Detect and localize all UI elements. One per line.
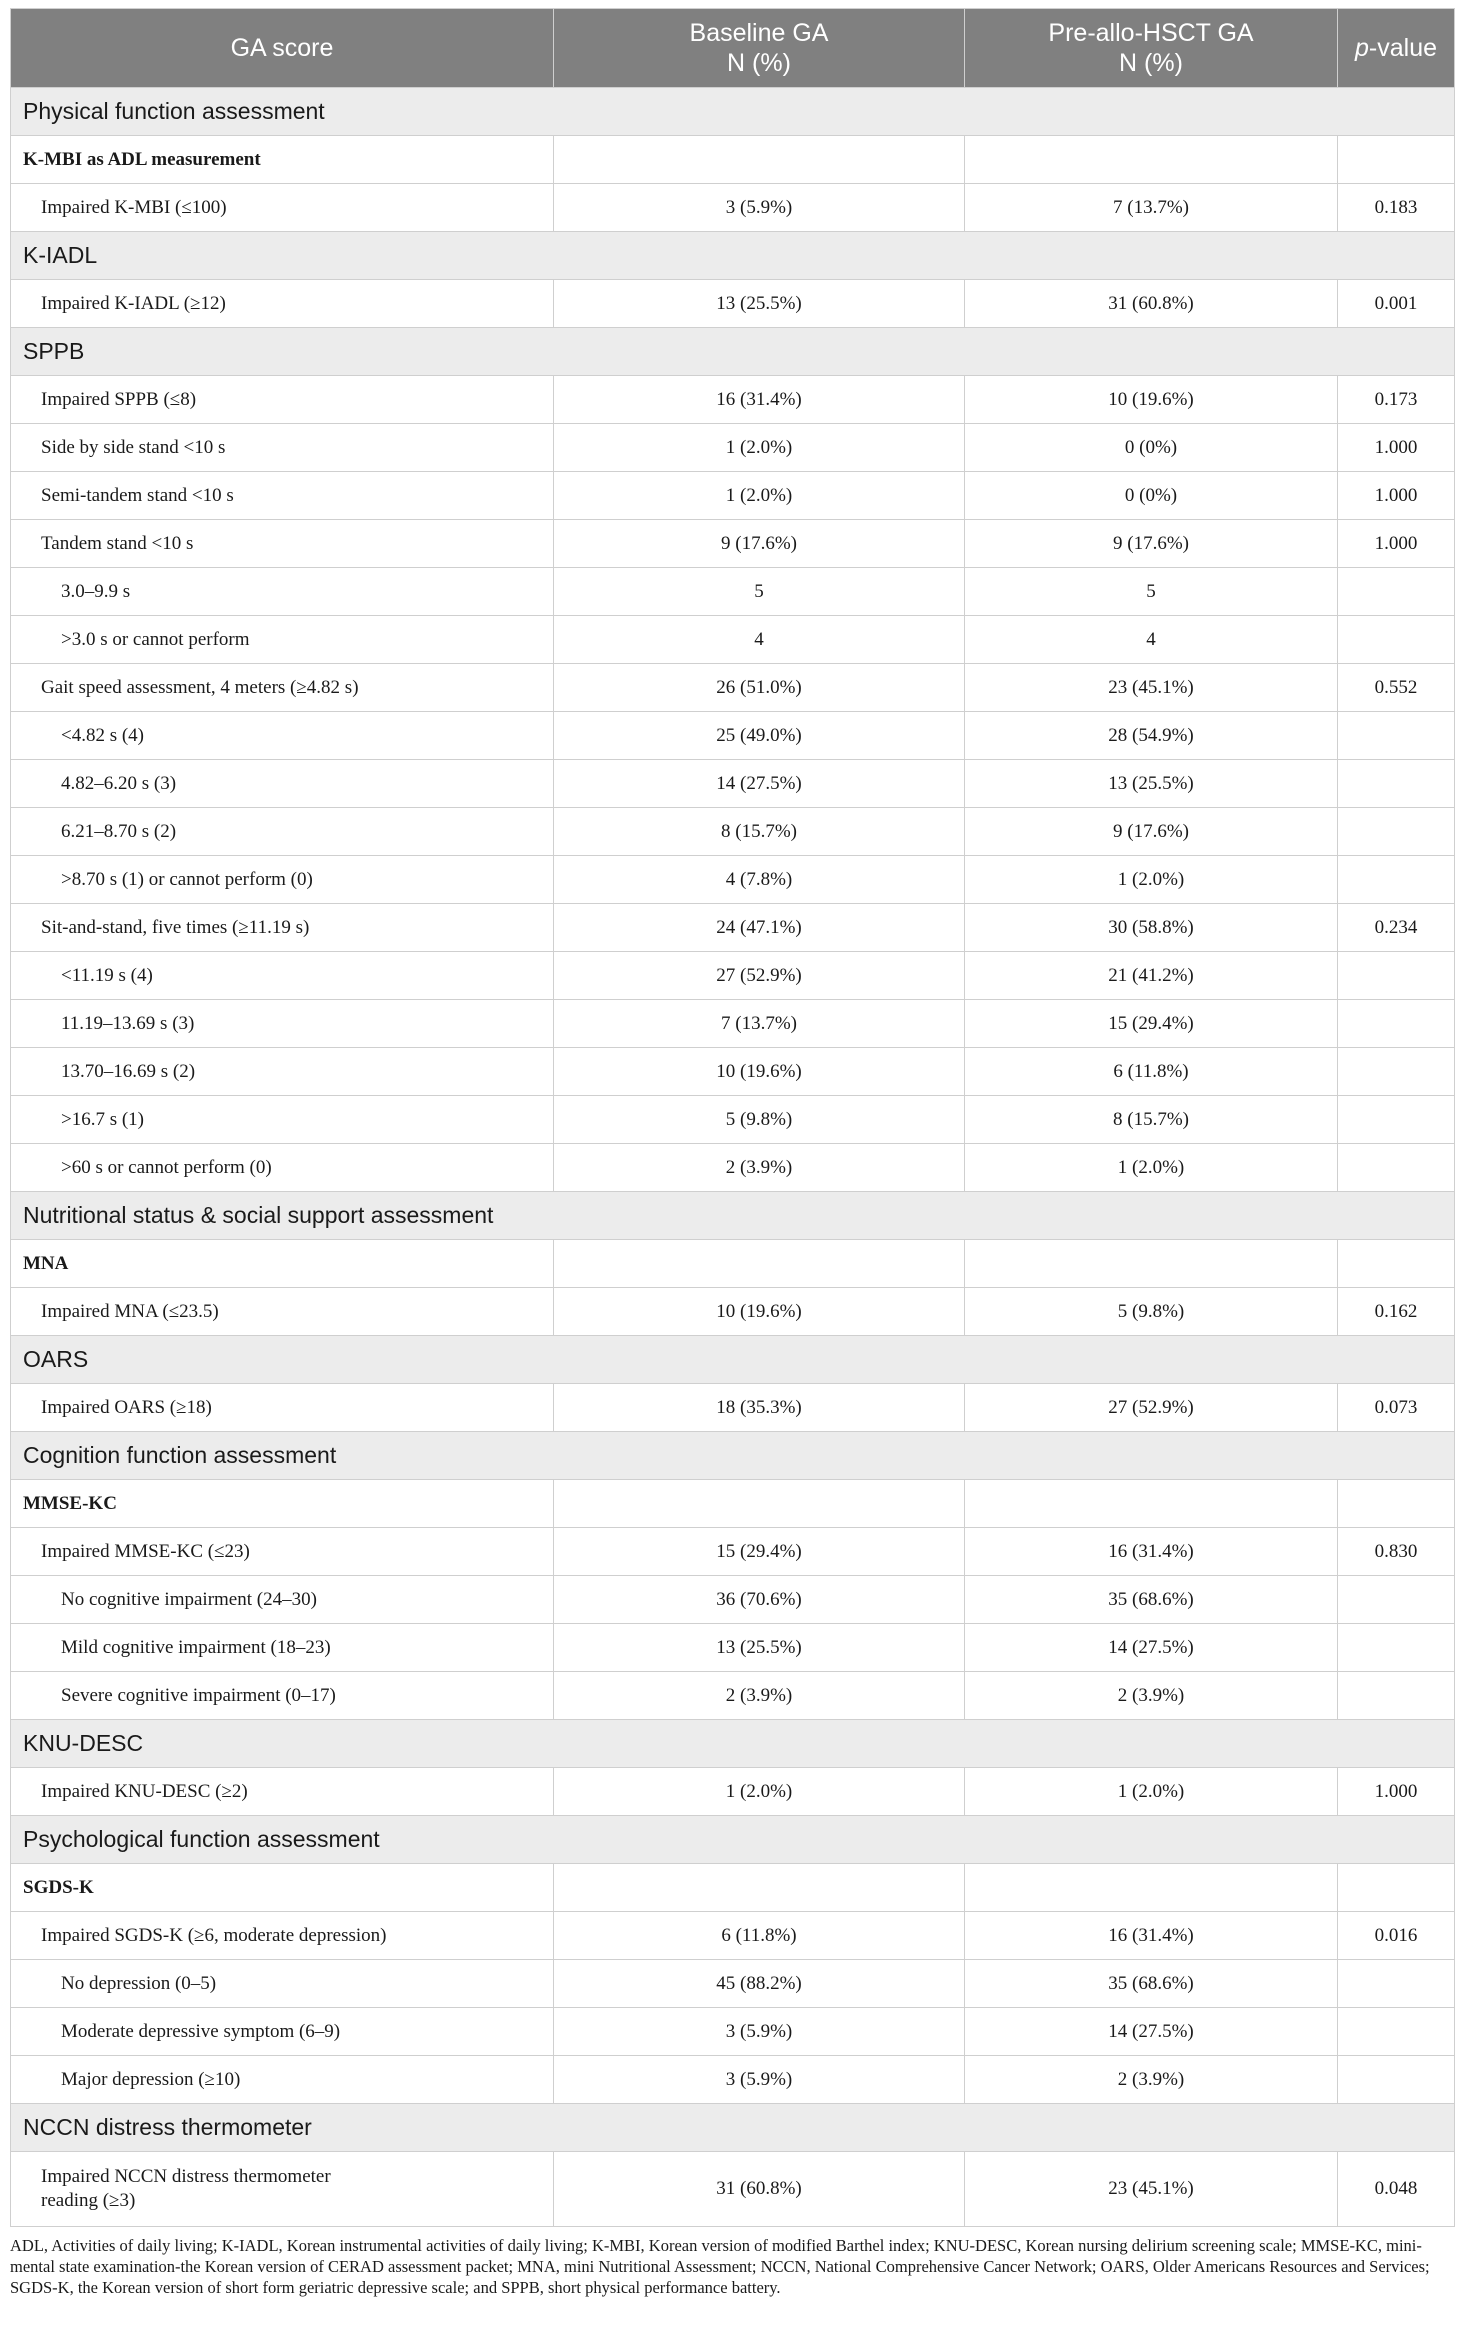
pre-hsct-value: 28 (54.9%) (965, 712, 1338, 760)
table-row (11, 1144, 1455, 1192)
p-value (1338, 2056, 1455, 2104)
empty-cell (1338, 1240, 1455, 1288)
table-row (11, 1096, 1455, 1144)
section-header-row (11, 88, 1455, 136)
empty-cell (965, 136, 1338, 184)
table-header (11, 9, 1455, 88)
section-header-row (11, 1336, 1455, 1384)
row-label: 3.0–9.9 s (11, 568, 554, 616)
row-label-line2: reading (≥3) (41, 2190, 136, 2211)
row-label: Impaired SPPB (≤8) (11, 376, 554, 424)
baseline-value: 16 (31.4%) (554, 376, 965, 424)
subsection-row (11, 1480, 1455, 1528)
pre-hsct-value: 8 (15.7%) (965, 1096, 1338, 1144)
table-row (11, 472, 1455, 520)
table-row (11, 184, 1455, 232)
table-row (11, 1048, 1455, 1096)
row-label: <11.19 s (4) (11, 952, 554, 1000)
p-value: 0.830 (1338, 1528, 1455, 1576)
row-label: >3.0 s or cannot perform (11, 616, 554, 664)
subsection-title: MNA (11, 1240, 554, 1288)
table-row (11, 856, 1455, 904)
row-label: Gait speed assessment, 4 meters (≥4.82 s) (11, 664, 554, 712)
pre-hsct-value: 16 (31.4%) (965, 1528, 1338, 1576)
row-label: >8.70 s (1) or cannot perform (0) (11, 856, 554, 904)
row-label: Impaired KNU-DESC (≥2) (11, 1768, 554, 1816)
p-value (1338, 616, 1455, 664)
table-row (11, 2008, 1455, 2056)
table-row (11, 616, 1455, 664)
subsection-title: MMSE-KC (11, 1480, 554, 1528)
baseline-value: 2 (3.9%) (554, 1144, 965, 1192)
pre-hsct-value: 9 (17.6%) (965, 520, 1338, 568)
header-pre-allo-hsct (965, 9, 1338, 88)
section-title: SPPB (11, 328, 1455, 376)
table-row (11, 1288, 1455, 1336)
row-label: 6.21–8.70 s (2) (11, 808, 554, 856)
p-value: 1.000 (1338, 424, 1455, 472)
row-label: 11.19–13.69 s (3) (11, 1000, 554, 1048)
baseline-value: 10 (19.6%) (554, 1288, 965, 1336)
empty-cell (1338, 1864, 1455, 1912)
row-label: Sit-and-stand, five times (≥11.19 s) (11, 904, 554, 952)
subsection-title: K-MBI as ADL measurement (11, 136, 554, 184)
header-p-rest: -value (1368, 34, 1437, 62)
row-label: Side by side stand <10 s (11, 424, 554, 472)
table-row (11, 904, 1455, 952)
pre-hsct-value: 1 (2.0%) (965, 856, 1338, 904)
pre-hsct-value: 5 (965, 568, 1338, 616)
pre-hsct-value: 30 (58.8%) (965, 904, 1338, 952)
pre-hsct-value: 27 (52.9%) (965, 1384, 1338, 1432)
table-body (11, 88, 1455, 2227)
subsection-title: SGDS-K (11, 1864, 554, 1912)
pre-hsct-value: 23 (45.1%) (965, 2152, 1338, 2227)
pre-hsct-value: 5 (9.8%) (965, 1288, 1338, 1336)
row-label: >16.7 s (1) (11, 1096, 554, 1144)
baseline-value: 4 (7.8%) (554, 856, 965, 904)
p-value: 0.162 (1338, 1288, 1455, 1336)
table-row (11, 424, 1455, 472)
baseline-value: 27 (52.9%) (554, 952, 965, 1000)
pre-hsct-value: 1 (2.0%) (965, 1144, 1338, 1192)
baseline-value: 26 (51.0%) (554, 664, 965, 712)
pre-hsct-value: 9 (17.6%) (965, 808, 1338, 856)
p-value (1338, 1000, 1455, 1048)
section-title: NCCN distress thermometer (11, 2104, 1455, 2152)
p-value (1338, 2008, 1455, 2056)
section-header-row (11, 328, 1455, 376)
table-row (11, 1912, 1455, 1960)
section-header-row (11, 2104, 1455, 2152)
row-label: Tandem stand <10 s (11, 520, 554, 568)
p-value: 0.173 (1338, 376, 1455, 424)
baseline-value: 10 (19.6%) (554, 1048, 965, 1096)
pre-hsct-value: 14 (27.5%) (965, 1624, 1338, 1672)
empty-cell (1338, 136, 1455, 184)
pre-hsct-value: 31 (60.8%) (965, 280, 1338, 328)
empty-cell (1338, 1480, 1455, 1528)
p-value (1338, 1624, 1455, 1672)
ga-score-table (10, 8, 1455, 2227)
section-title: KNU-DESC (11, 1720, 1455, 1768)
header-baseline-title: Baseline GA (689, 19, 829, 47)
section-title: Psychological function assessment (11, 1816, 1455, 1864)
pre-hsct-value: 6 (11.8%) (965, 1048, 1338, 1096)
p-value: 1.000 (1338, 1768, 1455, 1816)
row-label: Major depression (≥10) (11, 2056, 554, 2104)
pre-hsct-value: 35 (68.6%) (965, 1576, 1338, 1624)
table-row (11, 568, 1455, 616)
baseline-value: 7 (13.7%) (554, 1000, 965, 1048)
section-title: K-IADL (11, 232, 1455, 280)
section-header-row (11, 1432, 1455, 1480)
empty-cell (965, 1864, 1338, 1912)
baseline-value: 8 (15.7%) (554, 808, 965, 856)
pre-hsct-value: 16 (31.4%) (965, 1912, 1338, 1960)
row-label: Impaired OARS (≥18) (11, 1384, 554, 1432)
section-header-row (11, 1720, 1455, 1768)
p-value: 0.016 (1338, 1912, 1455, 1960)
table-row (11, 808, 1455, 856)
p-value: 0.183 (1338, 184, 1455, 232)
table-row (11, 1576, 1455, 1624)
row-label (11, 2152, 554, 2227)
baseline-value: 6 (11.8%) (554, 1912, 965, 1960)
table-row (11, 520, 1455, 568)
p-value (1338, 1048, 1455, 1096)
baseline-value: 13 (25.5%) (554, 1624, 965, 1672)
subsection-row (11, 136, 1455, 184)
baseline-value: 1 (2.0%) (554, 424, 965, 472)
baseline-value: 1 (2.0%) (554, 1768, 965, 1816)
empty-cell (965, 1240, 1338, 1288)
header-pre-title: Pre-allo-HSCT GA (1048, 19, 1254, 47)
p-value: 0.234 (1338, 904, 1455, 952)
baseline-value: 15 (29.4%) (554, 1528, 965, 1576)
pre-hsct-value: 23 (45.1%) (965, 664, 1338, 712)
baseline-value: 18 (35.3%) (554, 1384, 965, 1432)
table-row (11, 760, 1455, 808)
baseline-value: 3 (5.9%) (554, 2056, 965, 2104)
p-value (1338, 1672, 1455, 1720)
pre-hsct-value: 10 (19.6%) (965, 376, 1338, 424)
row-label: Severe cognitive impairment (0–17) (11, 1672, 554, 1720)
baseline-value: 14 (27.5%) (554, 760, 965, 808)
pre-hsct-value: 21 (41.2%) (965, 952, 1338, 1000)
row-label: Impaired MNA (≤23.5) (11, 1288, 554, 1336)
header-baseline (554, 9, 965, 88)
table-row (11, 1384, 1455, 1432)
p-value: 1.000 (1338, 520, 1455, 568)
p-value (1338, 712, 1455, 760)
p-value (1338, 1960, 1455, 2008)
p-value (1338, 760, 1455, 808)
row-label-line1: Impaired NCCN distress thermometer (41, 2166, 331, 2187)
pre-hsct-value: 2 (3.9%) (965, 2056, 1338, 2104)
pre-hsct-value: 7 (13.7%) (965, 184, 1338, 232)
row-label: Mild cognitive impairment (18–23) (11, 1624, 554, 1672)
p-value: 0.001 (1338, 280, 1455, 328)
row-label: Moderate depressive symptom (6–9) (11, 2008, 554, 2056)
empty-cell (554, 136, 965, 184)
p-value: 0.048 (1338, 2152, 1455, 2227)
baseline-value: 36 (70.6%) (554, 1576, 965, 1624)
section-title: OARS (11, 1336, 1455, 1384)
pre-hsct-value: 4 (965, 616, 1338, 664)
p-value (1338, 808, 1455, 856)
section-header-row (11, 232, 1455, 280)
table-row (11, 2056, 1455, 2104)
p-value: 0.073 (1338, 1384, 1455, 1432)
table-footnote: ADL, Activities of daily living; K-IADL, Korean instrumental activities of daily living; K-MBI, Korean version of modified Barthel index; KNU-DESC, Korean nursing delirium screening scale; MMSE-KC, mini-mental state examination-the Korean version of CERAD assessment packet; MNA, mini Nutritional Assessment; NCCN, National Comprehensive Cancer Network; OARS, Older Americans Resources and Services; SGDS-K, the Korean version of short form geriatric depressive scale; and SPPB, short physical performance battery. (10, 2236, 1430, 2297)
subsection-row (11, 1240, 1455, 1288)
table-row (11, 1528, 1455, 1576)
baseline-value: 5 (554, 568, 965, 616)
p-value: 0.552 (1338, 664, 1455, 712)
empty-cell (554, 1864, 965, 1912)
p-value: 1.000 (1338, 472, 1455, 520)
pre-hsct-value: 15 (29.4%) (965, 1000, 1338, 1048)
p-value (1338, 1144, 1455, 1192)
p-value (1338, 856, 1455, 904)
row-label: Impaired MMSE-KC (≤23) (11, 1528, 554, 1576)
row-label: >60 s or cannot perform (0) (11, 1144, 554, 1192)
table-row (11, 1960, 1455, 2008)
header-p-italic: p (1355, 34, 1369, 62)
table-row (11, 1768, 1455, 1816)
table-row (11, 664, 1455, 712)
header-row (11, 9, 1455, 88)
table-row (11, 2152, 1455, 2227)
p-value (1338, 952, 1455, 1000)
row-label: <4.82 s (4) (11, 712, 554, 760)
row-label: 4.82–6.20 s (3) (11, 760, 554, 808)
baseline-value: 1 (2.0%) (554, 472, 965, 520)
row-label: No cognitive impairment (24–30) (11, 1576, 554, 1624)
table-row (11, 712, 1455, 760)
baseline-value: 45 (88.2%) (554, 1960, 965, 2008)
table-row (11, 1624, 1455, 1672)
section-header-row (11, 1192, 1455, 1240)
baseline-value: 24 (47.1%) (554, 904, 965, 952)
row-label: Impaired SGDS-K (≥6, moderate depression) (11, 1912, 554, 1960)
table-row (11, 1000, 1455, 1048)
p-value (1338, 1096, 1455, 1144)
baseline-value: 4 (554, 616, 965, 664)
pre-hsct-value: 0 (0%) (965, 472, 1338, 520)
baseline-value: 9 (17.6%) (554, 520, 965, 568)
pre-hsct-value: 14 (27.5%) (965, 2008, 1338, 2056)
row-label: Impaired K-MBI (≤100) (11, 184, 554, 232)
pre-hsct-value: 1 (2.0%) (965, 1768, 1338, 1816)
empty-cell (965, 1480, 1338, 1528)
header-pre-unit: N (%) (1119, 49, 1183, 77)
header-baseline-unit: N (%) (727, 49, 791, 77)
empty-cell (554, 1240, 965, 1288)
section-title: Cognition function assessment (11, 1432, 1455, 1480)
row-label: 13.70–16.69 s (2) (11, 1048, 554, 1096)
p-value (1338, 1576, 1455, 1624)
section-title: Nutritional status & social support assessment (11, 1192, 1455, 1240)
pre-hsct-value: 0 (0%) (965, 424, 1338, 472)
row-label: Impaired K-IADL (≥12) (11, 280, 554, 328)
subsection-row (11, 1864, 1455, 1912)
empty-cell (554, 1480, 965, 1528)
baseline-value: 2 (3.9%) (554, 1672, 965, 1720)
table-container (10, 8, 1454, 2298)
section-title: Physical function assessment (11, 88, 1455, 136)
table-row (11, 376, 1455, 424)
header-ga-score: GA score (11, 9, 554, 88)
row-label: No depression (0–5) (11, 1960, 554, 2008)
section-header-row (11, 1816, 1455, 1864)
baseline-value: 13 (25.5%) (554, 280, 965, 328)
baseline-value: 5 (9.8%) (554, 1096, 965, 1144)
p-value (1338, 568, 1455, 616)
header-p-value (1338, 9, 1455, 88)
baseline-value: 25 (49.0%) (554, 712, 965, 760)
baseline-value: 3 (5.9%) (554, 184, 965, 232)
baseline-value: 3 (5.9%) (554, 2008, 965, 2056)
pre-hsct-value: 35 (68.6%) (965, 1960, 1338, 2008)
table-row (11, 952, 1455, 1000)
pre-hsct-value: 2 (3.9%) (965, 1672, 1338, 1720)
pre-hsct-value: 13 (25.5%) (965, 760, 1338, 808)
table-row (11, 280, 1455, 328)
table-row (11, 1672, 1455, 1720)
baseline-value: 31 (60.8%) (554, 2152, 965, 2227)
row-label: Semi-tandem stand <10 s (11, 472, 554, 520)
